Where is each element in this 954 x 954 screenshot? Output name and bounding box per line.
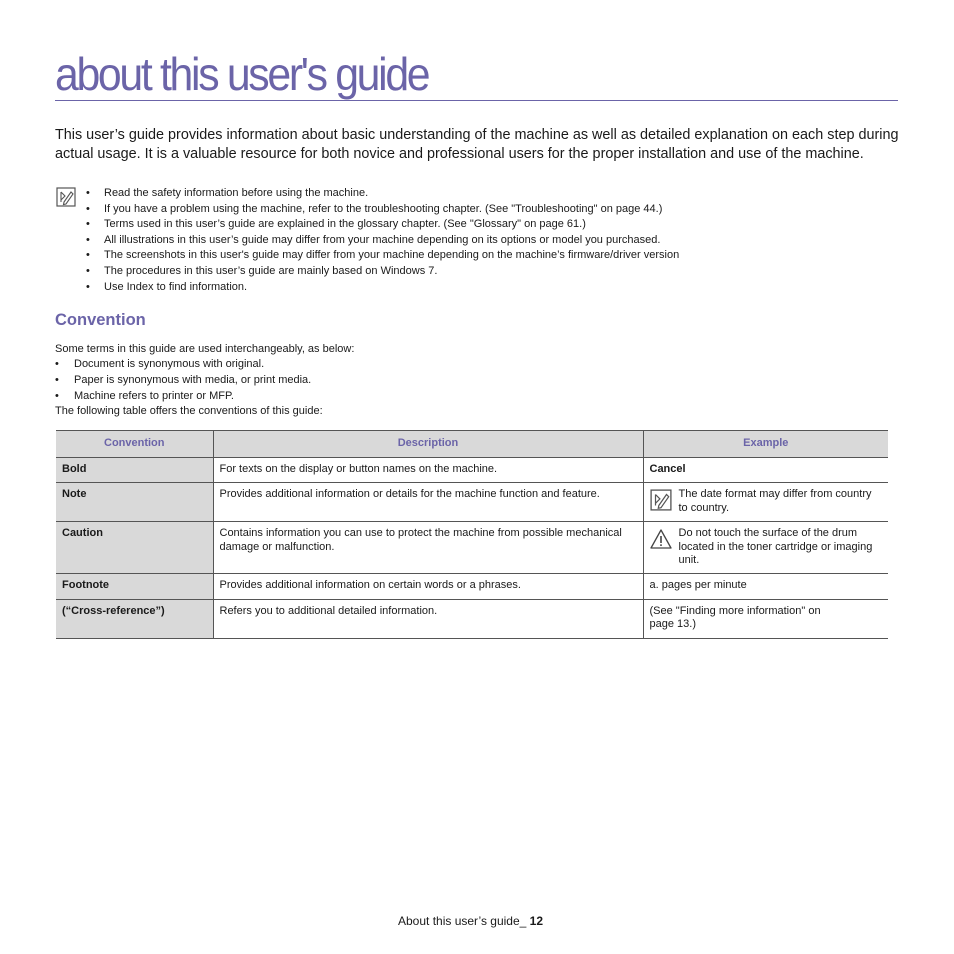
example-text-line: (See "Finding more information" on (649, 604, 821, 617)
table-header-row (56, 431, 888, 458)
column-header-example: Example (643, 431, 888, 458)
cell-description: Contains information you can use to protect the machine from possible mechanical damage or malfunction. (213, 522, 643, 574)
term-item: • Machine refers to printer or MFP. (55, 389, 311, 405)
cell-description: For texts on the display or button names on the machine. (213, 458, 643, 483)
example-text-line: page 13.) (649, 618, 696, 631)
note-item: • The screenshots in this user's guide may differ from your machine depending on the machine’s firmware/driver version (86, 248, 906, 264)
cell-example: a. pages per minute (643, 574, 888, 599)
note-pencil-icon (56, 187, 76, 207)
footer-label: About this user’s guide_ (398, 914, 527, 928)
cell-convention: Bold (56, 458, 213, 483)
cell-description: Provides additional information or details for the machine function and feature. (213, 483, 643, 522)
note-item: • Terms used in this user’s guide are explained in the glossary chapter. (See "Glossary" on page 61.) (86, 217, 906, 233)
table-row (56, 522, 888, 574)
example-bold-text: Cancel (649, 463, 686, 475)
note-item: • The procedures in this user’s guide are mainly based on Windows 7. (86, 264, 906, 280)
page-footer (398, 914, 543, 928)
note-item: • Use Index to find information. (86, 280, 906, 296)
term-item: • Document is synonymous with original. (55, 357, 311, 373)
cell-convention: Footnote (56, 574, 213, 599)
example-text: The date format may differ from country to country. (678, 488, 872, 514)
note-item: • All illustrations in this user’s guide may differ from your machine depending on its options or model you purchased. (86, 233, 906, 249)
cell-example (643, 599, 888, 638)
section-heading-convention: Convention (55, 311, 146, 329)
table-intro: The following table offers the conventions of this guide: (55, 405, 323, 417)
note-pencil-icon (650, 489, 672, 511)
cell-convention: Caution (56, 522, 213, 574)
cell-example (643, 522, 888, 574)
note-item: • If you have a problem using the machine, refer to the troubleshooting chapter. (See "Troubleshooting" on page 44.) (86, 202, 906, 218)
caution-triangle-icon (650, 528, 672, 550)
term-list (55, 357, 311, 404)
cell-example (643, 458, 888, 483)
page-title: about this user's guide (55, 48, 429, 100)
cell-description: Provides additional information on certain words or a phrases. (213, 574, 643, 599)
note-item: • Read the safety information before using the machine. (86, 186, 906, 202)
table-row (56, 483, 888, 522)
column-header-description: Description (213, 431, 643, 458)
convention-lead: Some terms in this guide are used interchangeably, as below: (55, 343, 355, 355)
title-divider (55, 100, 898, 101)
table-row (56, 574, 888, 599)
example-text: Do not touch the surface of the drum located in the toner cartridge or imaging unit. (678, 527, 873, 567)
cell-description: Refers you to additional detailed information. (213, 599, 643, 638)
page-number: 12 (529, 914, 544, 928)
cell-convention: (“Cross-reference”) (56, 599, 213, 638)
table-row (56, 458, 888, 483)
term-item: • Paper is synonymous with media, or print media. (55, 373, 311, 389)
intro-paragraph: This user’s guide provides information about basic understanding of the machine as well as detailed explanation on each step during actual usage. It is a valuable resource for both novice and professional users for the proper installation and use of the machine. (55, 127, 899, 162)
note-list (86, 186, 906, 295)
column-header-convention: Convention (56, 431, 213, 458)
cell-example (643, 483, 888, 522)
table-row (56, 599, 888, 638)
convention-table (56, 430, 888, 639)
cell-convention: Note (56, 483, 213, 522)
